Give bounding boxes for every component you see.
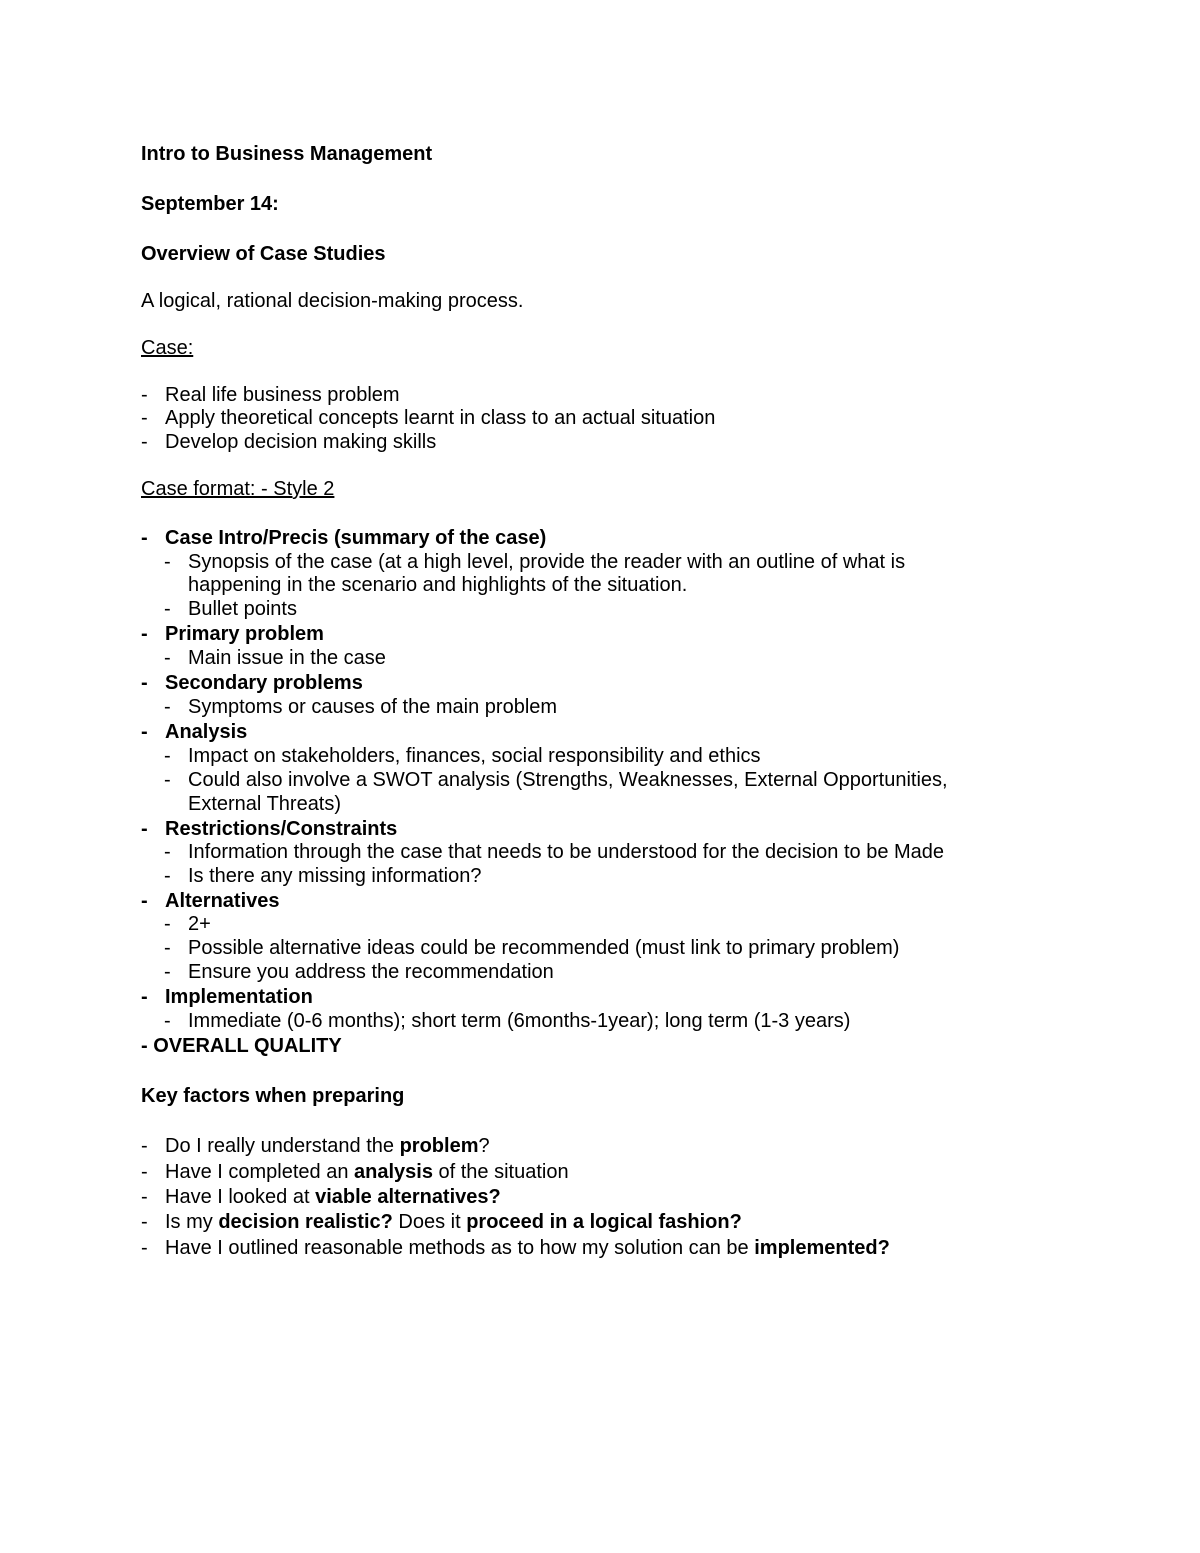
key-emphasis: proceed in a logical fashion?	[466, 1211, 742, 1233]
key-text: Is my	[165, 1211, 219, 1233]
sub-bullet-dash: -	[164, 769, 171, 791]
sub-item: Immediate (0-6 months); short term (6months-1year); long term (1-3 years)	[188, 1010, 851, 1032]
sub-bullet-dash: -	[164, 841, 171, 863]
key-item	[165, 1134, 490, 1158]
sub-bullet-dash: -	[164, 865, 171, 887]
key-emphasis: implemented?	[754, 1237, 890, 1259]
bullet-dash: -	[141, 431, 148, 453]
sub-bullet-dash: -	[164, 647, 171, 669]
sub-bullet-dash: -	[164, 913, 171, 935]
intro-text: A logical, rational decision-making process.	[141, 290, 524, 312]
bullet-dash: -	[141, 890, 148, 912]
format-item: Alternatives	[165, 890, 280, 912]
bullet-dash: -	[141, 407, 148, 429]
sub-bullet-dash: -	[164, 961, 171, 983]
key-item	[165, 1160, 569, 1184]
bullet-dash: -	[141, 527, 148, 549]
sub-bullet-dash: -	[164, 696, 171, 718]
format-item: Analysis	[165, 721, 248, 743]
format-item-overall: - OVERALL QUALITY	[141, 1035, 342, 1057]
sub-item: 2+	[188, 913, 211, 935]
key-text: of the situation	[432, 1161, 569, 1183]
sub-item: Synopsis of the case (at a high level, provide the reader with an outline of what is	[188, 551, 906, 573]
case-heading: Case:	[141, 337, 194, 359]
sub-bullet-dash: -	[164, 1010, 171, 1032]
sub-item: Bullet points	[188, 598, 297, 620]
list-item: Develop decision making skills	[165, 431, 437, 453]
sub-item: Main issue in the case	[188, 647, 386, 669]
key-heading: Key factors when preparing	[141, 1085, 405, 1107]
bullet-dash: -	[141, 1211, 148, 1233]
key-item	[165, 1210, 742, 1234]
key-text: Have I outlined reasonable methods as to how my solution can be	[165, 1237, 755, 1259]
sub-bullet-dash: -	[164, 745, 171, 767]
format-item: Secondary problems	[165, 672, 363, 694]
bullet-dash: -	[141, 1186, 148, 1208]
doc-date: September 14:	[141, 193, 279, 215]
sub-bullet-dash: -	[164, 598, 171, 620]
format-heading: Case format: - Style 2	[141, 478, 335, 500]
bullet-dash: -	[141, 721, 148, 743]
sub-item: Is there any missing information?	[188, 865, 482, 887]
key-text: Do I really understand the	[165, 1135, 400, 1157]
key-item	[165, 1236, 890, 1260]
bullet-dash: -	[141, 672, 148, 694]
bullet-dash: -	[141, 384, 148, 406]
key-emphasis: viable alternatives?	[315, 1186, 501, 1208]
bullet-dash: -	[141, 986, 148, 1008]
sub-item-continued: External Threats)	[188, 793, 342, 815]
list-item: Apply theoretical concepts learnt in class to an actual situation	[165, 407, 716, 429]
key-text: Have I looked at	[165, 1186, 316, 1208]
sub-item: Could also involve a SWOT analysis (Strengths, Weaknesses, External Opportunities,	[188, 769, 948, 791]
bullet-dash: -	[141, 1161, 148, 1183]
bullet-dash: -	[141, 1237, 148, 1259]
key-text: ?	[478, 1135, 490, 1157]
key-text: Does it	[392, 1211, 467, 1233]
sub-item: Information through the case that needs to be understood for the decision to be Made	[188, 841, 945, 863]
bullet-dash: -	[141, 1135, 148, 1157]
format-item: Restrictions/Constraints	[165, 818, 398, 840]
doc-title: Intro to Business Management	[141, 143, 433, 165]
bullet-dash: -	[141, 623, 148, 645]
format-item: Primary problem	[165, 623, 324, 645]
key-emphasis: analysis	[354, 1161, 433, 1183]
section-heading: Overview of Case Studies	[141, 243, 386, 265]
format-item: Case Intro/Precis (summary of the case)	[165, 527, 547, 549]
format-item: Implementation	[165, 986, 313, 1008]
sub-item: Possible alternative ideas could be recommended (must link to primary problem)	[188, 937, 900, 959]
sub-item-continued: happening in the scenario and highlights of the situation.	[188, 574, 688, 596]
key-emphasis: decision realistic?	[218, 1211, 393, 1233]
list-item: Real life business problem	[165, 384, 400, 406]
sub-bullet-dash: -	[164, 937, 171, 959]
sub-item: Symptoms or causes of the main problem	[188, 696, 558, 718]
key-text: Have I completed an	[165, 1161, 354, 1183]
key-item	[165, 1185, 501, 1209]
sub-bullet-dash: -	[164, 551, 171, 573]
sub-item: Ensure you address the recommendation	[188, 961, 554, 983]
bullet-dash: -	[141, 818, 148, 840]
sub-item: Impact on stakeholders, finances, social responsibility and ethics	[188, 745, 761, 767]
key-emphasis: problem	[399, 1135, 479, 1157]
